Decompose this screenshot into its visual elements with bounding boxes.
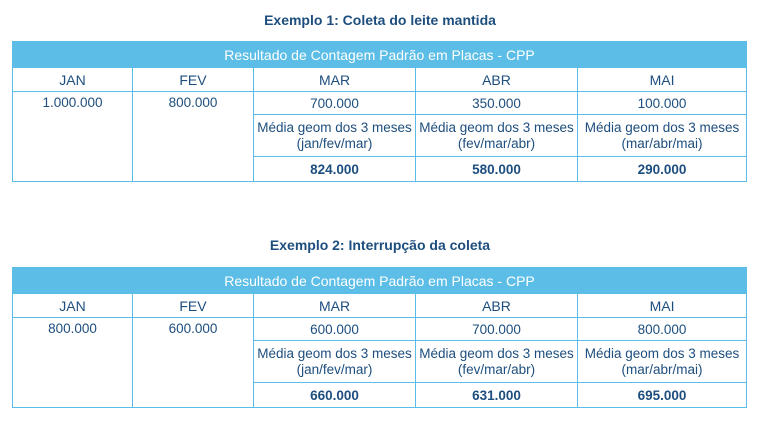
value-mar: 600.000 (254, 318, 416, 341)
month-row (13, 294, 747, 318)
result-abr: 631.000 (416, 383, 578, 408)
result-mar: 660.000 (254, 383, 416, 408)
example-2-title: Exemplo 2: Interrupção da coleta (269, 237, 491, 253)
value-abr: 700.000 (416, 318, 578, 341)
table-header-row (13, 268, 747, 294)
description-mai: Média geom dos 3 meses (mar/abr/mai) (578, 115, 747, 157)
month-fev: FEV (133, 294, 254, 318)
month-jan: JAN (13, 68, 133, 92)
value-jan: 1.000.000 (13, 92, 133, 182)
example-1-title: Exemplo 1: Coleta do leite mantida (264, 12, 496, 28)
description-abr: Média geom dos 3 meses (fev/mar/abr) (416, 115, 578, 157)
month-abr: ABR (416, 68, 578, 92)
example-1-table (12, 41, 747, 182)
month-mar: MAR (254, 294, 416, 318)
description-mar: Média geom dos 3 meses (jan/fev/mar) (254, 341, 416, 383)
table-header-row (13, 42, 747, 68)
month-jan: JAN (13, 294, 133, 318)
month-fev: FEV (133, 68, 254, 92)
value-fev: 800.000 (133, 92, 254, 182)
result-mai: 290.000 (578, 157, 747, 182)
description-mar: Média geom dos 3 meses (jan/fev/mar) (254, 115, 416, 157)
description-mai: Média geom dos 3 meses (mar/abr/mai) (578, 341, 747, 383)
month-mai: MAI (578, 68, 747, 92)
result-abr: 580.000 (416, 157, 578, 182)
value-mar: 700.000 (254, 92, 416, 115)
value-row (13, 318, 747, 341)
month-mai: MAI (578, 294, 747, 318)
month-mar: MAR (254, 68, 416, 92)
value-jan: 800.000 (13, 318, 133, 408)
value-fev: 600.000 (133, 318, 254, 408)
description-abr: Média geom dos 3 meses (fev/mar/abr) (416, 341, 578, 383)
month-row (13, 68, 747, 92)
result-mai: 695.000 (578, 383, 747, 408)
value-mai: 800.000 (578, 318, 747, 341)
value-abr: 350.000 (416, 92, 578, 115)
value-row (13, 92, 747, 115)
value-mai: 100.000 (578, 92, 747, 115)
result-mar: 824.000 (254, 157, 416, 182)
month-abr: ABR (416, 294, 578, 318)
table-header: Resultado de Contagem Padrão em Placas - CPP (13, 42, 747, 68)
table-header: Resultado de Contagem Padrão em Placas - CPP (13, 268, 747, 294)
example-2-table (12, 267, 747, 408)
